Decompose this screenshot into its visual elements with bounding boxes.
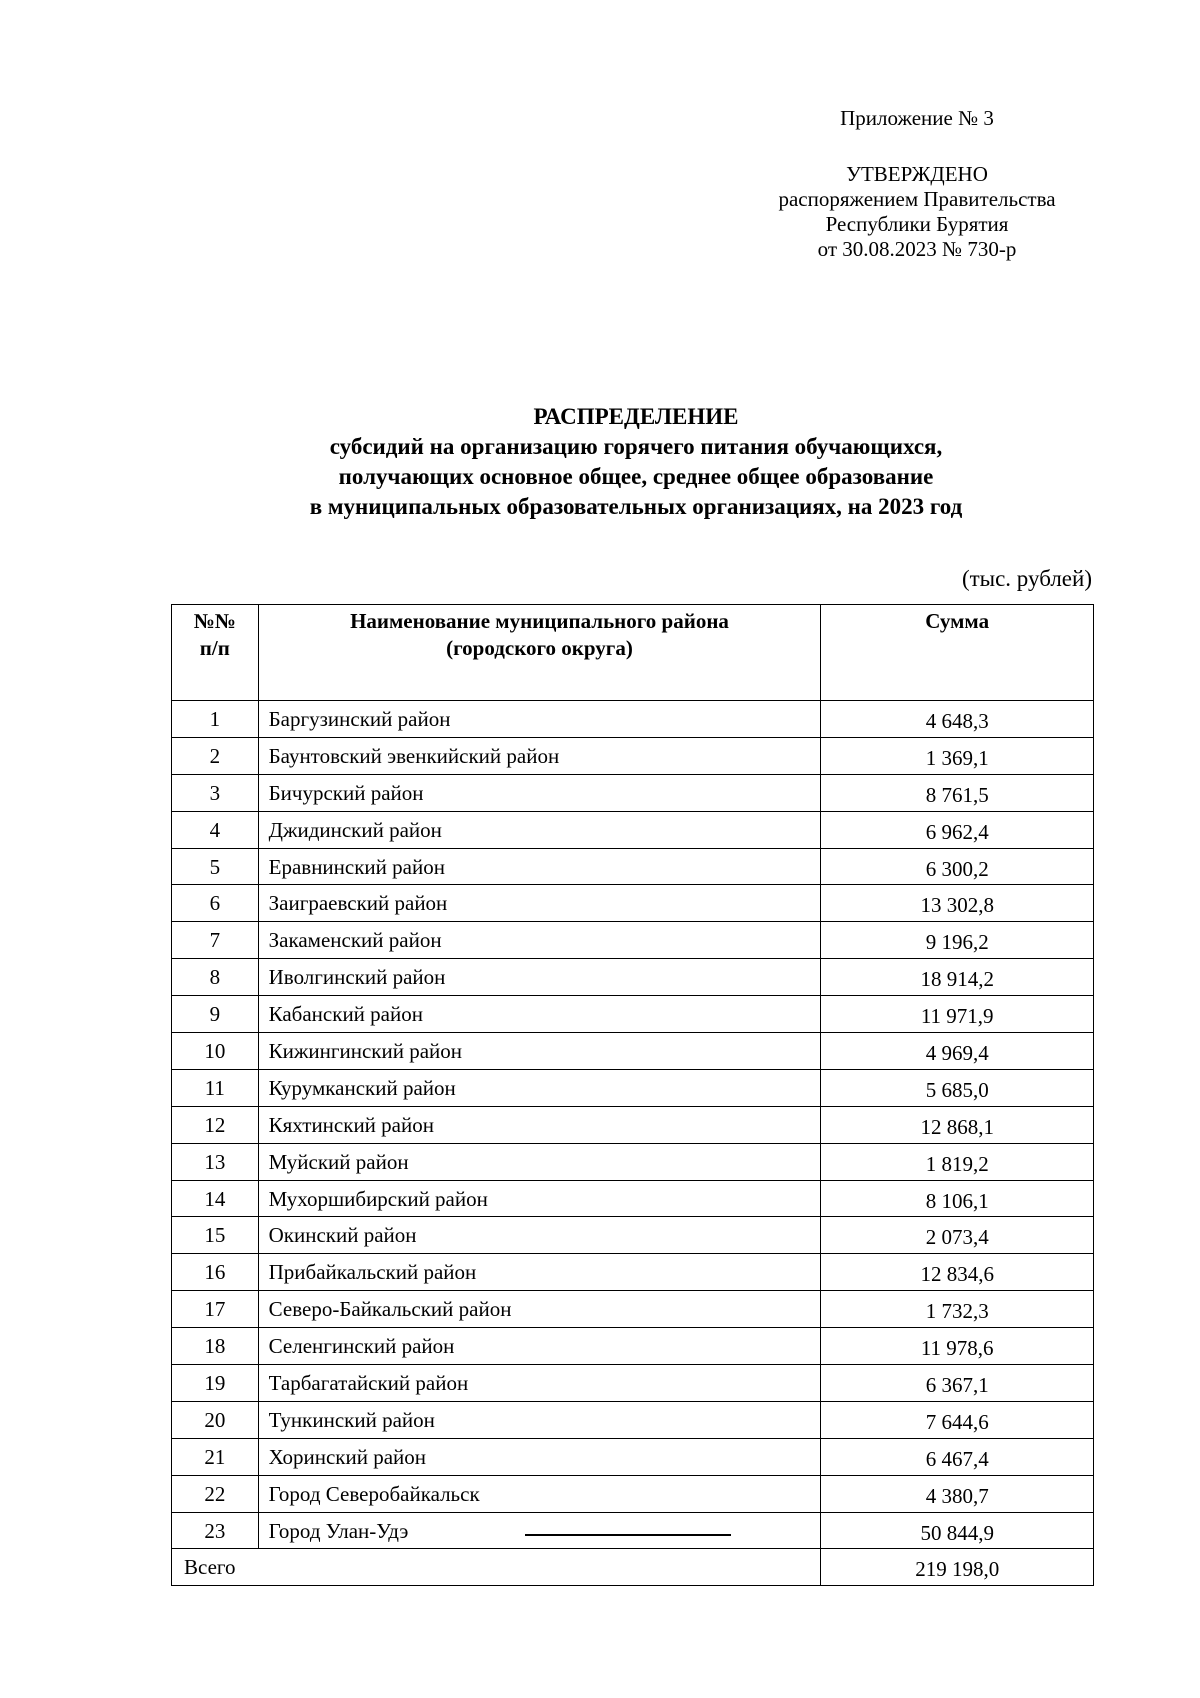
row-name: Заиграевский район: [258, 885, 821, 922]
row-name: Кабанский район: [258, 996, 821, 1033]
row-name: Окинский район: [258, 1217, 821, 1254]
row-name: Хоринский район: [258, 1438, 821, 1475]
header-row: [172, 605, 1094, 701]
units-label: (тыс. рублей): [961, 566, 1092, 591]
row-sum: 2 073,4: [821, 1217, 1094, 1254]
row-number: 4: [172, 811, 259, 848]
row-number: 14: [172, 1180, 259, 1217]
row-sum: 5 685,0: [821, 1069, 1094, 1106]
row-name: Мухоршибирский район: [258, 1180, 821, 1217]
row-sum: 4 648,3: [821, 701, 1094, 738]
row-name: Курумканский район: [258, 1069, 821, 1106]
row-name: Еравнинский район: [258, 848, 821, 885]
header-number: [172, 605, 259, 701]
row-name: Прибайкальский район: [258, 1254, 821, 1291]
row-sum: 7 644,6: [821, 1401, 1094, 1438]
row-name: Бичурский район: [258, 774, 821, 811]
header-number-line-2: п/п: [199, 636, 230, 660]
approval-line-1: распоряжением Правительства: [778, 187, 1056, 211]
distribution-table: [171, 604, 1094, 1586]
row-number: 18: [172, 1328, 259, 1365]
row-sum: 6 300,2: [821, 848, 1094, 885]
row-number: 23: [172, 1512, 259, 1549]
row-sum: 4 380,7: [821, 1475, 1094, 1512]
table-row: [172, 922, 1094, 959]
row-sum: 4 969,4: [821, 1033, 1094, 1070]
table-row: [172, 1033, 1094, 1070]
table-row: [172, 701, 1094, 738]
row-number: 21: [172, 1438, 259, 1475]
row-name: Кяхтинский район: [258, 1106, 821, 1143]
table-row: [172, 848, 1094, 885]
row-sum: 13 302,8: [821, 885, 1094, 922]
row-number: 20: [172, 1401, 259, 1438]
row-number: 11: [172, 1069, 259, 1106]
row-sum: 6 962,4: [821, 811, 1094, 848]
row-name: Закаменский район: [258, 922, 821, 959]
row-name: Муйский район: [258, 1143, 821, 1180]
row-number: 17: [172, 1291, 259, 1328]
row-sum: 9 196,2: [821, 922, 1094, 959]
table-row: [172, 737, 1094, 774]
table-row: [172, 1438, 1094, 1475]
row-sum: 11 971,9: [821, 996, 1094, 1033]
row-number: 15: [172, 1217, 259, 1254]
row-sum: 6 467,4: [821, 1438, 1094, 1475]
table-row: [172, 1069, 1094, 1106]
approval-line-2: Республики Бурятия: [825, 212, 1009, 236]
table-row: [172, 774, 1094, 811]
table-row: [172, 1143, 1094, 1180]
row-name: Селенгинский район: [258, 1328, 821, 1365]
total-label: Всего: [172, 1549, 821, 1586]
row-number: 3: [172, 774, 259, 811]
row-sum: 1 369,1: [821, 737, 1094, 774]
table-row: [172, 1401, 1094, 1438]
approval-stamp: [752, 162, 1082, 262]
row-number: 13: [172, 1143, 259, 1180]
table-body: [172, 701, 1094, 1549]
row-sum: 8 106,1: [821, 1180, 1094, 1217]
row-name: Иволгинский район: [258, 959, 821, 996]
row-sum: 50 844,9: [821, 1512, 1094, 1549]
table-footer: [172, 1549, 1094, 1586]
row-name: Баргузинский район: [258, 701, 821, 738]
header-name-line-1: Наименование муниципального района: [350, 609, 729, 633]
row-name: Город Улан-Удэ: [258, 1512, 821, 1549]
table-row: [172, 1328, 1094, 1365]
header-sum: Сумма: [821, 605, 1094, 701]
table-header: [172, 605, 1094, 701]
table-row: [172, 1217, 1094, 1254]
approved-label: УТВЕРЖДЕНО: [846, 162, 988, 186]
table-row: [172, 959, 1094, 996]
row-number: 6: [172, 885, 259, 922]
table-row: [172, 1254, 1094, 1291]
approval-line-3: от 30.08.2023 № 730-р: [817, 237, 1017, 261]
header-name: [258, 605, 821, 701]
row-name: Северо-Байкальский район: [258, 1291, 821, 1328]
row-name: Кижингинский район: [258, 1033, 821, 1070]
appendix-label: Приложение № 3: [840, 106, 994, 130]
row-number: 10: [172, 1033, 259, 1070]
table-row: [172, 996, 1094, 1033]
table-row: [172, 1291, 1094, 1328]
row-sum: 1 819,2: [821, 1143, 1094, 1180]
table-row: [172, 1106, 1094, 1143]
title-line-1: РАСПРЕДЕЛЕНИЕ: [533, 404, 739, 429]
header-number-line-1: №№: [193, 609, 236, 633]
row-name: Город Северобайкальск: [258, 1475, 821, 1512]
row-name: Тарбагатайский район: [258, 1365, 821, 1402]
row-sum: 12 834,6: [821, 1254, 1094, 1291]
row-number: 8: [172, 959, 259, 996]
row-number: 9: [172, 996, 259, 1033]
row-name: Баунтовский эвенкийский район: [258, 737, 821, 774]
table-row: [172, 1365, 1094, 1402]
row-name: Тункинский район: [258, 1401, 821, 1438]
row-number: 22: [172, 1475, 259, 1512]
document-title: [100, 402, 1172, 522]
row-number: 5: [172, 848, 259, 885]
total-row: [172, 1549, 1094, 1586]
row-number: 1: [172, 701, 259, 738]
row-sum: 12 868,1: [821, 1106, 1094, 1143]
title-line-3: получающих основное общее, среднее общее образование: [338, 464, 934, 489]
row-sum: 18 914,2: [821, 959, 1094, 996]
row-number: 16: [172, 1254, 259, 1291]
row-number: 2: [172, 737, 259, 774]
header-name-line-2: (городского округа): [446, 636, 633, 660]
row-number: 7: [172, 922, 259, 959]
title-line-4: в муниципальных образовательных организациях, на 2023 год: [309, 494, 963, 519]
table-row: [172, 811, 1094, 848]
total-sum: 219 198,0: [821, 1549, 1094, 1586]
row-sum: 11 978,6: [821, 1328, 1094, 1365]
row-number: 19: [172, 1365, 259, 1402]
row-sum: 8 761,5: [821, 774, 1094, 811]
closing-rule: [525, 1534, 731, 1536]
table-row: [172, 885, 1094, 922]
table-row: [172, 1512, 1094, 1549]
title-line-2: субсидий на организацию горячего питания обучающихся,: [329, 434, 943, 459]
table-row: [172, 1475, 1094, 1512]
row-number: 12: [172, 1106, 259, 1143]
row-sum: 6 367,1: [821, 1365, 1094, 1402]
row-sum: 1 732,3: [821, 1291, 1094, 1328]
table-row: [172, 1180, 1094, 1217]
row-name: Джидинский район: [258, 811, 821, 848]
